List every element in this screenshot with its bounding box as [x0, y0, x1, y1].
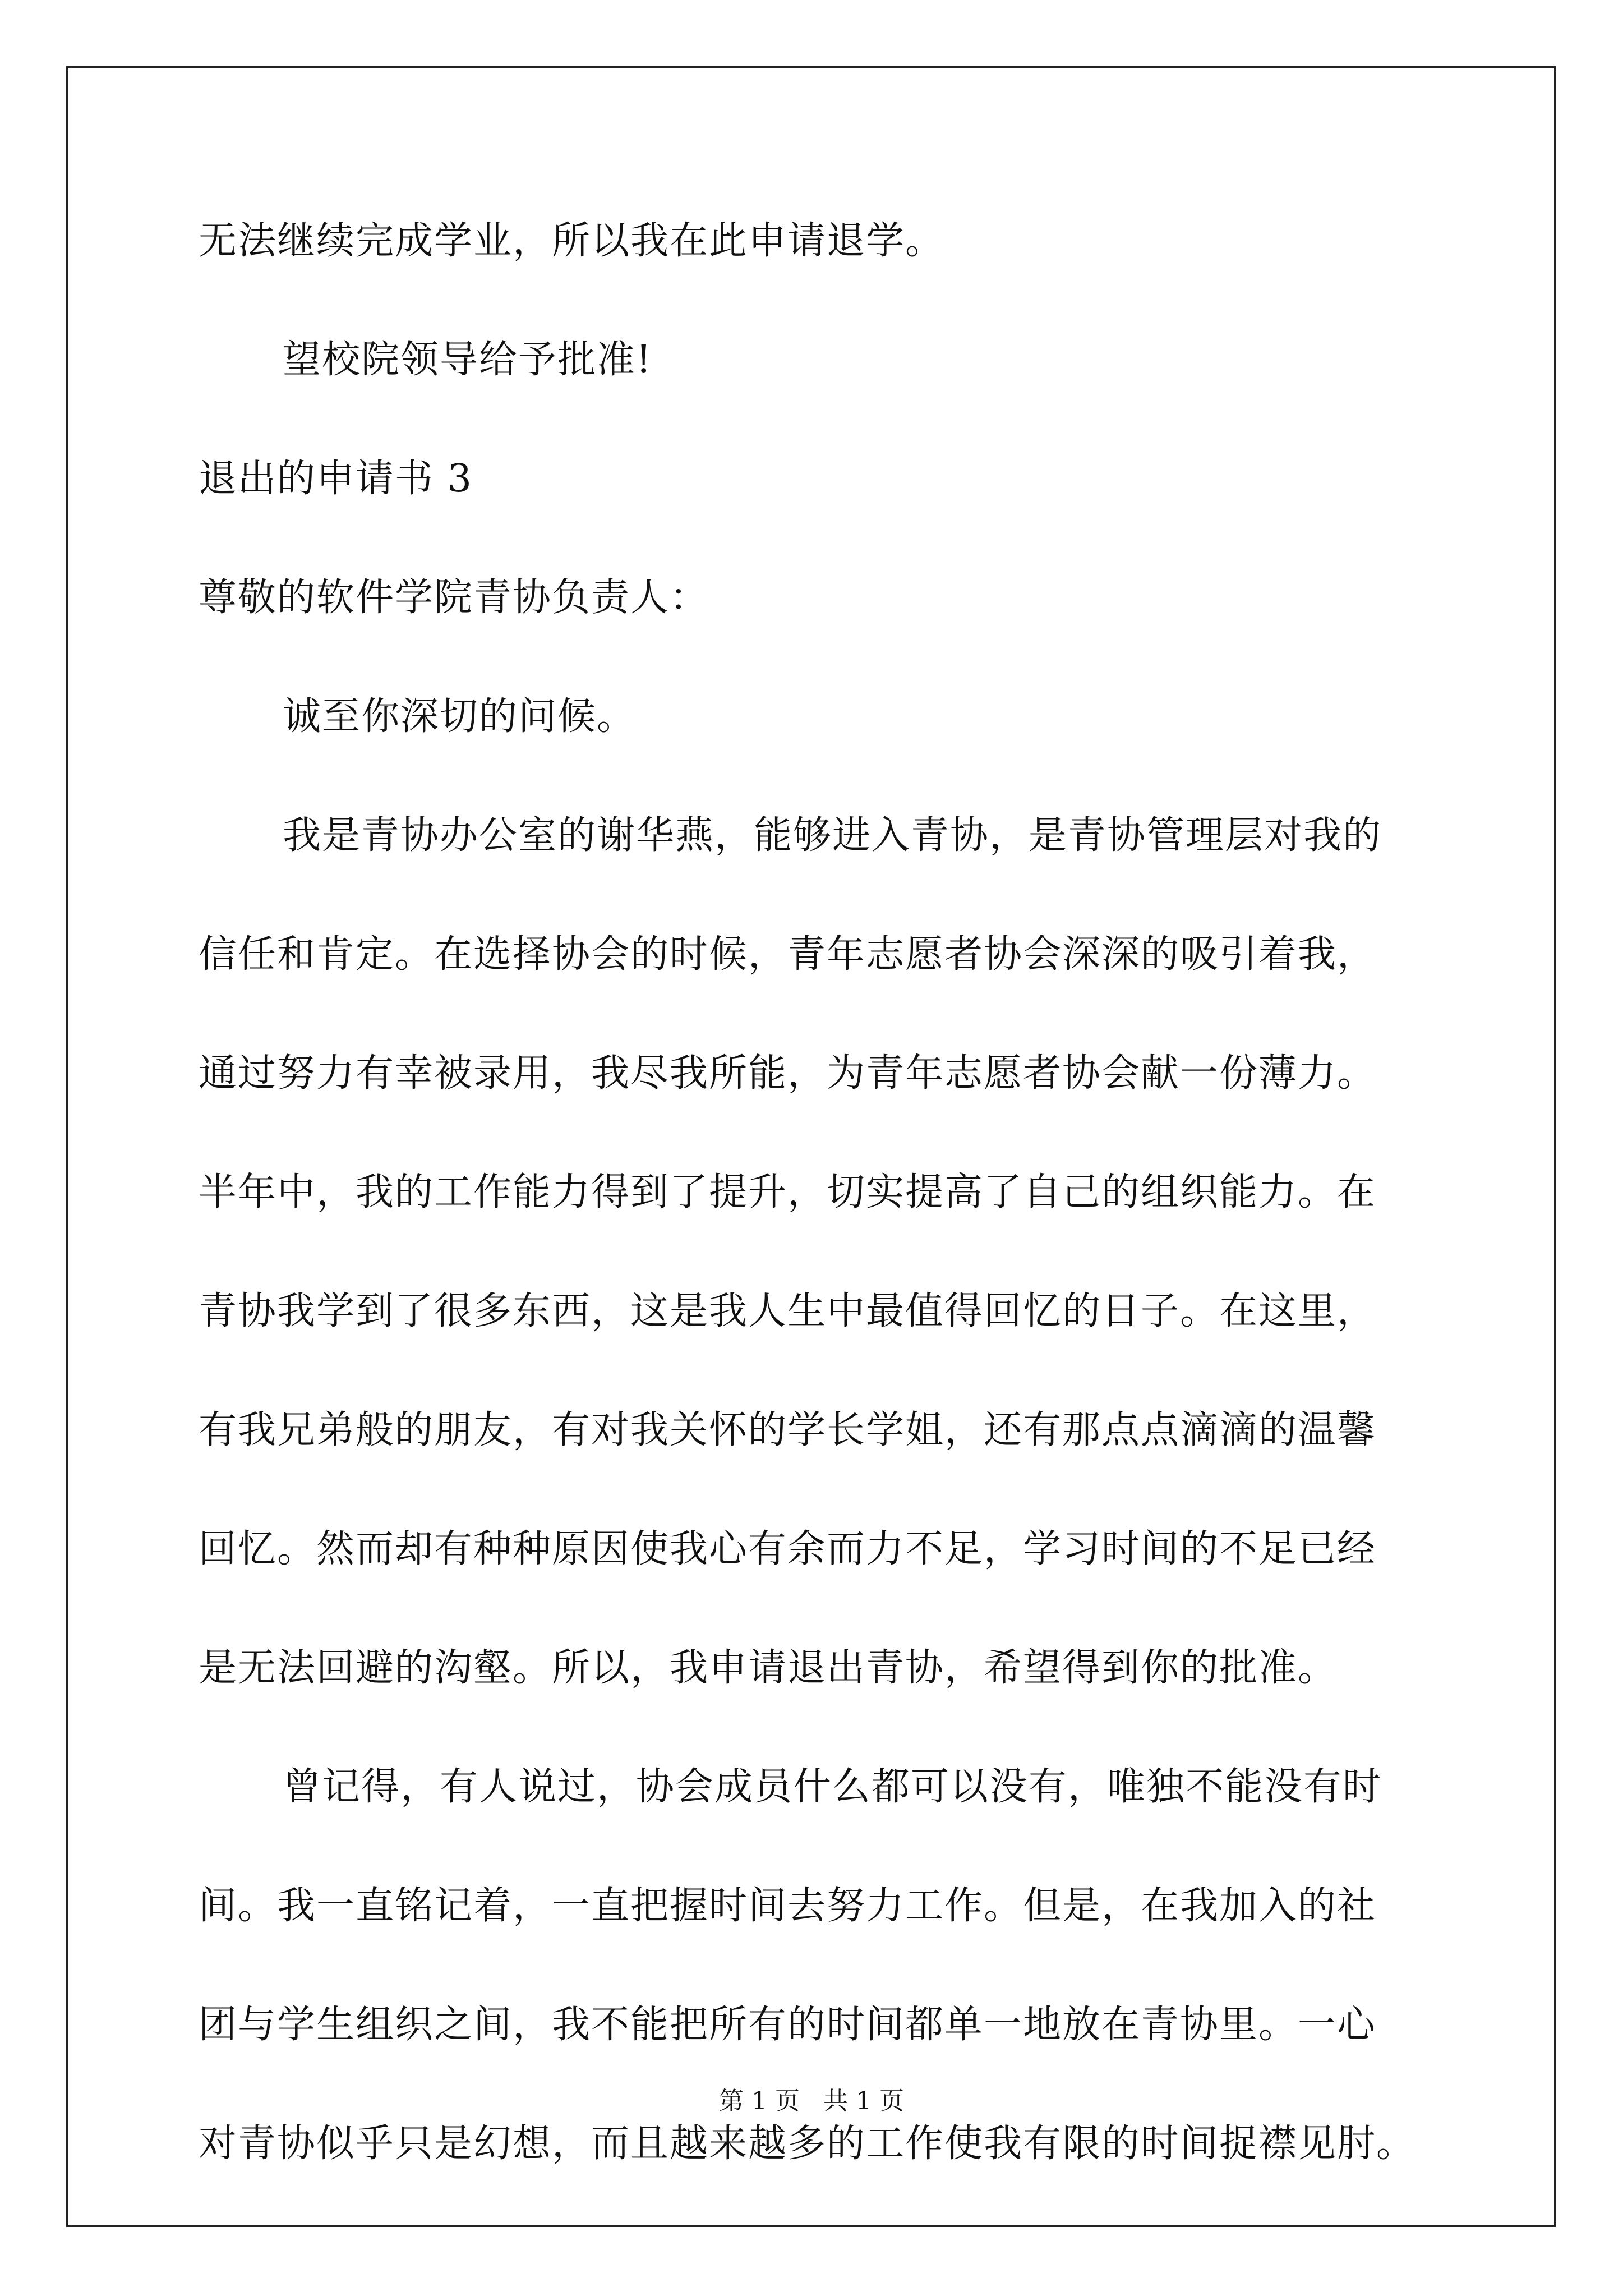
text-line: 青协我学到了很多东西，这是我人生中最值得回忆的日子。在这里， — [199, 1289, 1377, 1333]
text-line: 间。我一直铭记着，一直把握时间去努力工作。但是，在我加入的社 — [199, 1884, 1377, 1928]
section-heading: 退出的申请书 3 — [199, 457, 473, 501]
text-line: 是无法回避的沟壑。所以，我申请退出青协，希望得到你的批准。 — [199, 1646, 1338, 1690]
text-line: 诚至你深切的问候。 — [283, 694, 637, 739]
text-line: 曾记得，有人说过，协会成员什么都可以没有，唯独不能没有时 — [283, 1765, 1382, 1809]
text-line: 半年中，我的工作能力得到了提升，切实提高了自己的组织能力。在 — [199, 1170, 1377, 1214]
page-footer — [0, 2087, 1623, 2116]
text-line: 通过努力有幸被录用，我尽我所能，为青年志愿者协会献一份薄力。 — [199, 1051, 1377, 1096]
text-line: 团与学生组织之间，我不能把所有的时间都单一地放在青协里。一心 — [199, 2003, 1377, 2047]
page-count: 共 1 页 — [823, 2087, 904, 2115]
text-line: 我是青协办公室的谢华燕，能够进入青协，是青协管理层对我的 — [283, 813, 1382, 858]
text-line: 望校院领导给予批准! — [283, 338, 653, 382]
text-line: 有我兄弟般的朋友，有对我关怀的学长学姐，还有那点点滴滴的温馨 — [199, 1408, 1377, 1452]
text-line: 对青协似乎只是幻想，而且越来越多的工作使我有限的时间捉襟见肘。 — [199, 2122, 1416, 2166]
text-line: 信任和肯定。在选择协会的时候，青年志愿者协会深深的吸引着我， — [199, 932, 1377, 977]
page-number: 第 1 页 — [719, 2087, 800, 2115]
text-line: 回忆。然而却有种种原因使我心有余而力不足，学习时间的不足已经 — [199, 1527, 1377, 1571]
text-line: 无法继续完成学业，所以我在此申请退学。 — [199, 219, 945, 263]
salutation: 尊敬的软件学院青协负责人： — [199, 576, 709, 620]
